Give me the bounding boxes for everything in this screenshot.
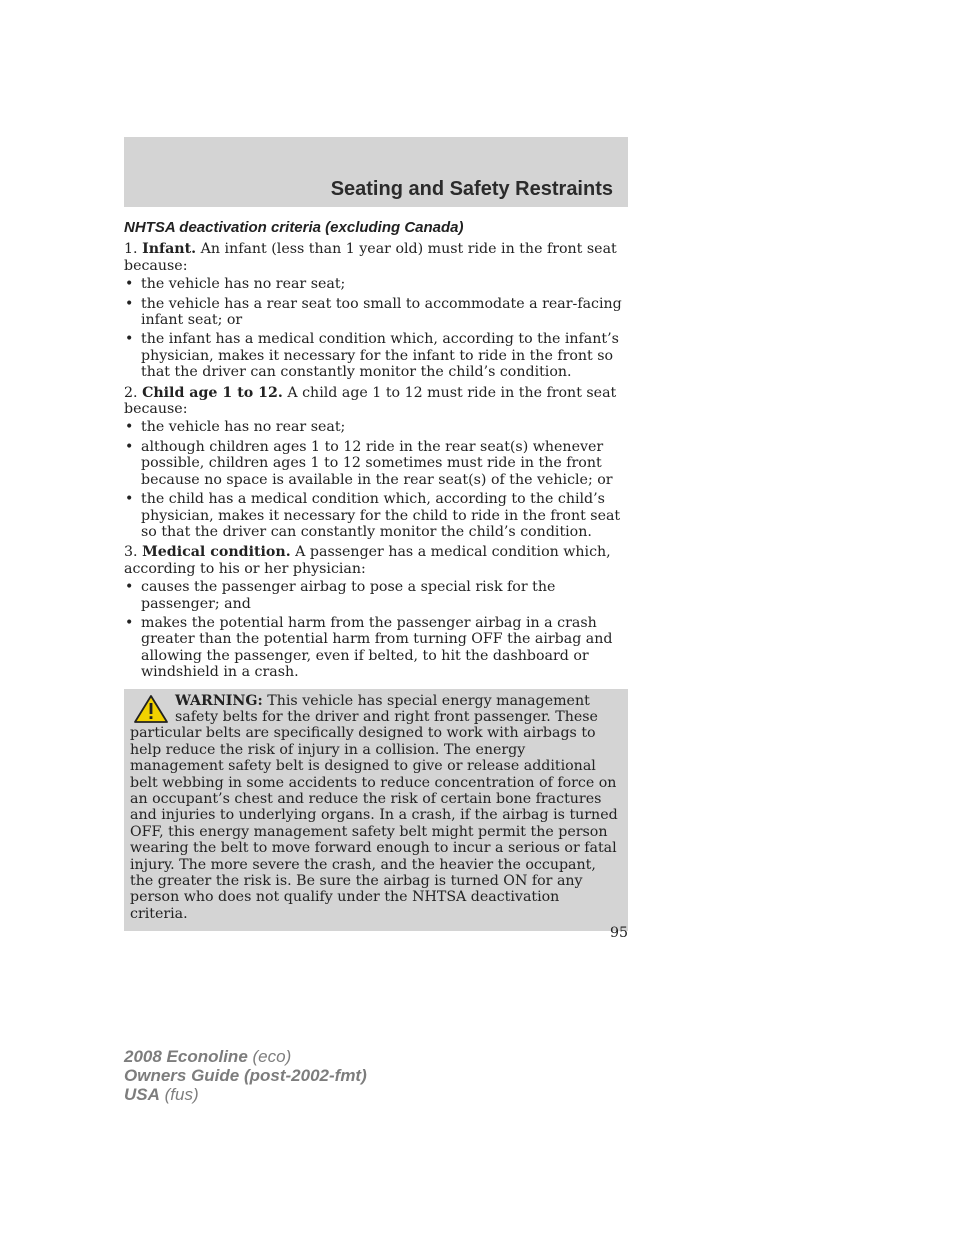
- list-item: • although children ages 1 to 12 ride in the rear seat(s) whenever possible, children ages 1 to 12 sometimes must ride in the front because no space is available in the rear seat(s) of the vehicle; or: [125, 438, 613, 488]
- bullet-icon: •: [125, 614, 134, 631]
- list-item: • makes the potential harm from the passenger airbag in a crash greater than the potential harm from turning OFF the airbag and allowing the passenger, even if belted, to hit the dashboard or windshield in a crash.: [125, 614, 613, 681]
- warning-text: This vehicle has special energy management safety belts for the driver and right front passenger. These particular belts are specifically designed to work with airbags to help reduce the risk of injury in a collision. The energy management safety belt is designed to give or release additional belt webbing in some accidents to reduce concentration of force on an occupant’s chest and reduce the risk of certain bone fractures and injuries to underlying organs. In a crash, if the airbag is turned OFF, this energy management safety belt might permit the person wearing the belt to move forward enough to incur a serious or fatal injury. The more severe the crash, and the heavier the occupant, the greater the risk is. Be sure the airbag is turned ON for any person who does not qualify under the NHTSA deactivation criteria.: [130, 692, 618, 922]
- bullet-icon: •: [125, 295, 134, 312]
- bullet-icon: •: [125, 579, 134, 596]
- warning-label: WARNING:: [175, 692, 263, 709]
- list-item: • the infant has a medical condition which, according to the infant’s physician, makes it necessary for the infant to ride in the front so that the driver can constantly monitor the child’s condition.: [125, 331, 619, 381]
- list-item: • the vehicle has no rear seat;: [125, 276, 346, 293]
- page-title: Seating and Safety Restraints: [330, 178, 613, 200]
- criterion-medical-condition: 3. Medical condition. A passenger has a medical condition which, according to his or her physician:: [124, 544, 611, 577]
- list-item: • the vehicle has a rear seat too small to accommodate a rear-facing infant seat; or: [125, 295, 622, 329]
- criterion-label: Medical condition.: [142, 544, 291, 561]
- section-header-band: [124, 137, 628, 207]
- page-number: 95: [609, 925, 628, 941]
- list-item: • the child has a medical condition which, according to the child’s physician, makes it necessary for the child to ride in the front seat so that the driver can constantly monitor the child’s condition.: [125, 491, 621, 540]
- warning-box: [124, 689, 628, 932]
- warning-triangle-icon: [133, 694, 169, 724]
- criterion-label: Child age 1 to 12.: [142, 384, 283, 401]
- list-item: • the vehicle has no rear seat;: [125, 419, 346, 436]
- child-bullet-list: [124, 419, 628, 540]
- bullet-icon: •: [125, 491, 134, 508]
- bullet-icon: •: [125, 276, 134, 293]
- main-content: [124, 220, 628, 931]
- section-heading: NHTSA deactivation criteria (excluding Canada): [124, 219, 464, 236]
- bullet-icon: •: [125, 419, 134, 436]
- criterion-label: Infant.: [142, 241, 197, 258]
- bullet-icon: •: [125, 331, 134, 348]
- infant-bullet-list: [124, 276, 628, 380]
- criterion-infant: 1. Infant. An infant (less than 1 year old) must ride in the front seat because:: [124, 241, 617, 274]
- list-item: • causes the passenger airbag to pose a special risk for the passenger; and: [125, 579, 556, 612]
- bullet-icon: •: [125, 438, 134, 455]
- medical-bullet-list: [124, 579, 628, 680]
- document-footer: 2008 Econoline (eco) Owners Guide (post-2002-fmt) USA (fus): [124, 1047, 367, 1104]
- criterion-child-age: 2. Child age 1 to 12. A child age 1 to 12 must ride in the front seat because:: [124, 384, 617, 418]
